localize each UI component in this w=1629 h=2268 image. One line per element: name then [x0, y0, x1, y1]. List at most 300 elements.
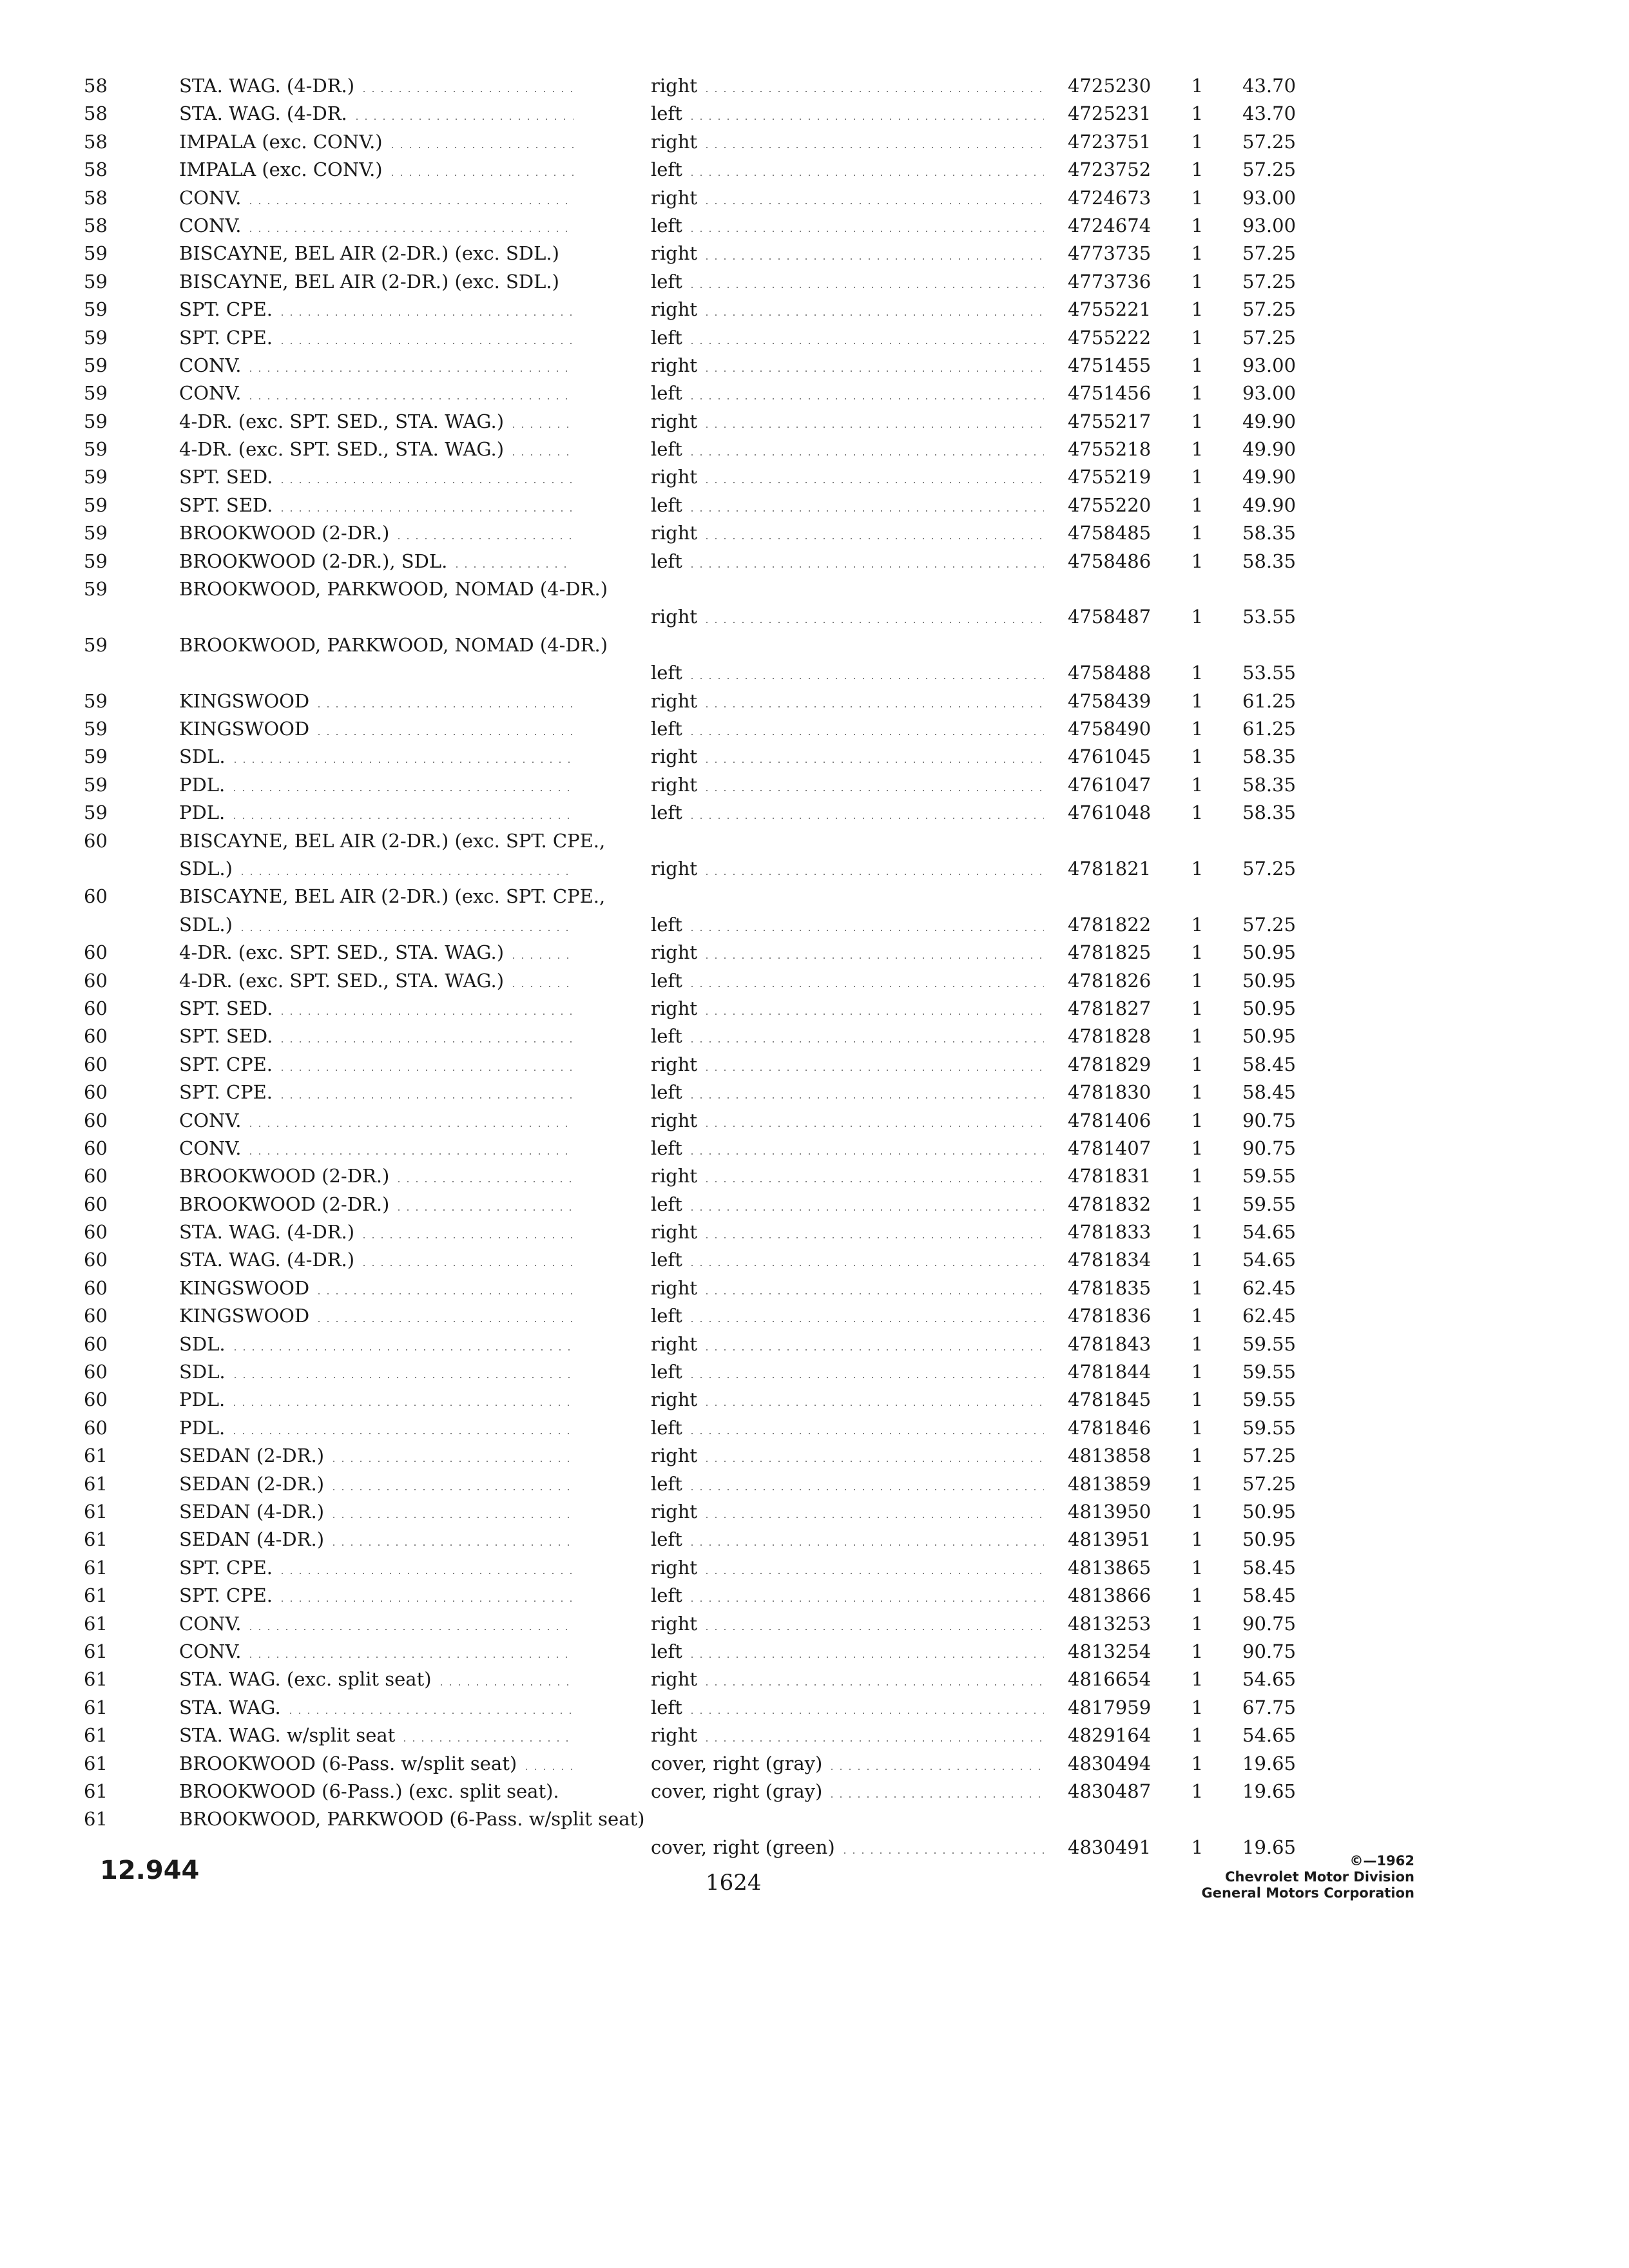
- price-cell: 58.35: [1242, 802, 1296, 824]
- dot-leader: [688, 1544, 1044, 1546]
- dot-leader: [246, 1126, 574, 1127]
- price-cell: 43.70: [1242, 75, 1296, 97]
- price-cell: 54.65: [1242, 1249, 1296, 1271]
- model-cell: STA. WAG.: [179, 1696, 281, 1718]
- part-number-cell: 4781846: [1068, 1416, 1152, 1439]
- side-cell: left: [651, 913, 682, 936]
- side-cell: left: [651, 1696, 682, 1718]
- side-cell: left: [651, 550, 682, 572]
- part-number-cell: 4781835: [1068, 1276, 1152, 1299]
- price-cell: 57.25: [1242, 270, 1296, 293]
- quantity-cell: 1: [1191, 354, 1204, 376]
- year-cell: 58: [84, 130, 108, 153]
- dot-leader: [702, 1461, 1044, 1462]
- part-number-cell: 4781822: [1068, 913, 1152, 936]
- part-number-cell: 4725231: [1068, 102, 1152, 125]
- side-cell: right: [651, 745, 698, 768]
- table-row: [84, 519, 1398, 547]
- price-cell: 57.25: [1242, 857, 1296, 879]
- price-cell: 59.55: [1242, 1332, 1296, 1355]
- side-cell: right: [651, 1724, 698, 1747]
- part-number-cell: 4829164: [1068, 1724, 1152, 1747]
- dot-leader: [702, 1237, 1044, 1238]
- model-cell: SPT. SED.: [179, 494, 273, 516]
- dot-leader: [688, 454, 1044, 456]
- dot-leader: [246, 398, 574, 399]
- model-cell: IMPALA (exc. CONV.): [179, 159, 383, 181]
- dot-leader: [688, 1209, 1044, 1211]
- price-cell: 50.95: [1242, 1025, 1296, 1048]
- table-row: [84, 575, 1398, 631]
- table-row: [84, 1638, 1398, 1666]
- price-cell: 49.90: [1242, 410, 1296, 432]
- table-row: [84, 1023, 1398, 1050]
- side-cell: left: [651, 1193, 682, 1215]
- table-row: [84, 1778, 1398, 1805]
- quantity-cell: 1: [1191, 1109, 1204, 1131]
- year-cell: 58: [84, 214, 108, 236]
- year-cell: 60: [84, 1165, 108, 1187]
- dot-leader: [702, 370, 1044, 372]
- side-cell: left: [651, 1305, 682, 1327]
- table-row: [84, 1610, 1398, 1638]
- quantity-cell: 1: [1191, 466, 1204, 488]
- dot-leader: [688, 510, 1044, 512]
- dot-leader: [360, 1237, 574, 1238]
- part-number-cell: 4813866: [1068, 1584, 1152, 1607]
- model-cell: SPT. CPE.: [179, 298, 273, 321]
- table-row: [84, 324, 1398, 352]
- year-cell: 61: [84, 1724, 108, 1747]
- dot-leader: [278, 1041, 574, 1043]
- dot-leader: [360, 91, 574, 92]
- page-number: 1624: [706, 1870, 762, 1896]
- model-cell: IMPALA (exc. CONV.): [179, 130, 383, 153]
- price-cell: 50.95: [1242, 941, 1296, 964]
- quantity-cell: 1: [1191, 214, 1204, 236]
- dot-leader: [688, 398, 1044, 399]
- price-cell: 57.25: [1242, 242, 1296, 265]
- quantity-cell: 1: [1191, 1221, 1204, 1244]
- part-number-cell: 4755217: [1068, 410, 1152, 432]
- part-number-cell: 4781827: [1068, 997, 1152, 1019]
- side-cell: left: [651, 326, 682, 349]
- quantity-cell: 1: [1191, 913, 1204, 936]
- part-number-cell: 4758487: [1068, 606, 1152, 628]
- price-cell: 50.95: [1242, 997, 1296, 1019]
- year-cell: 60: [84, 829, 108, 852]
- dot-leader: [509, 427, 574, 428]
- model-cell: SPT. CPE.: [179, 1584, 273, 1607]
- dot-leader: [702, 1181, 1044, 1182]
- model-cell: SEDAN (2-DR.): [179, 1445, 325, 1467]
- dot-leader: [688, 1433, 1044, 1434]
- copyright-block: [1202, 1853, 1414, 1901]
- side-cell: left: [651, 214, 682, 236]
- year-cell: 59: [84, 326, 108, 349]
- dot-leader: [702, 874, 1044, 875]
- dot-leader: [702, 427, 1044, 428]
- quantity-cell: 1: [1191, 1361, 1204, 1383]
- quantity-cell: 1: [1191, 1724, 1204, 1747]
- table-row: [84, 1191, 1398, 1218]
- part-number-cell: 4813951: [1068, 1528, 1152, 1551]
- side-cell: right: [651, 1500, 698, 1523]
- model-cell: SPT. CPE.: [179, 1053, 273, 1075]
- year-cell: 58: [84, 75, 108, 97]
- dot-leader: [231, 1349, 574, 1350]
- price-cell: 49.90: [1242, 466, 1296, 488]
- part-number-cell: 4723751: [1068, 130, 1152, 153]
- dot-leader: [230, 818, 574, 819]
- model-cell: 4-DR. (exc. SPT. SED., STA. WAG.): [179, 969, 505, 992]
- dot-leader: [702, 1740, 1044, 1742]
- model-cell: SPT. CPE.: [179, 1556, 273, 1579]
- side-cell: left: [651, 270, 682, 293]
- year-cell: 60: [84, 1361, 108, 1383]
- price-cell: 50.95: [1242, 1500, 1296, 1523]
- dot-leader: [702, 203, 1044, 204]
- year-cell: 61: [84, 1668, 108, 1691]
- dot-leader: [509, 454, 574, 456]
- dot-leader: [702, 1070, 1044, 1071]
- dot-leader: [231, 762, 574, 763]
- table-row: [84, 743, 1398, 771]
- model-cell: BROOKWOOD (2-DR.): [179, 522, 390, 544]
- price-cell: 53.55: [1242, 606, 1296, 628]
- side-cell: cover, right (gray): [651, 1752, 823, 1774]
- model-cell: STA. WAG. (4-DR.): [179, 1221, 355, 1244]
- year-cell: 61: [84, 1640, 108, 1662]
- model-cell: BISCAYNE, BEL AIR (2-DR.) (exc. SPT. CPE., SDL.): [179, 829, 606, 879]
- part-number-cell: 4781406: [1068, 1109, 1152, 1131]
- dot-leader: [329, 1461, 574, 1462]
- table-row: [84, 687, 1398, 715]
- model-cell: STA. WAG. (exc. split seat): [179, 1668, 432, 1691]
- side-cell: right: [651, 773, 698, 796]
- dot-leader: [388, 175, 574, 176]
- dot-leader: [230, 790, 574, 791]
- year-cell: 61: [84, 1752, 108, 1774]
- table-row: [84, 995, 1398, 1023]
- part-number-cell: 4755222: [1068, 326, 1152, 349]
- quantity-cell: 1: [1191, 1276, 1204, 1299]
- model-cell: CONV.: [179, 1640, 242, 1662]
- side-cell: left: [651, 1584, 682, 1607]
- part-number-cell: 4773735: [1068, 242, 1152, 265]
- price-cell: 58.45: [1242, 1556, 1296, 1579]
- year-cell: 59: [84, 494, 108, 516]
- dot-leader: [246, 203, 574, 204]
- price-cell: 61.25: [1242, 689, 1296, 712]
- dot-leader: [688, 1489, 1044, 1490]
- table-row: [84, 827, 1398, 883]
- year-cell: 61: [84, 1445, 108, 1467]
- part-number-cell: 4781407: [1068, 1137, 1152, 1159]
- table-row: [84, 436, 1398, 463]
- dot-leader: [688, 343, 1044, 344]
- year-cell: 61: [84, 1808, 108, 1831]
- quantity-cell: 1: [1191, 1752, 1204, 1774]
- price-cell: 93.00: [1242, 214, 1296, 236]
- side-cell: right: [651, 941, 698, 964]
- table-row: [84, 1694, 1398, 1722]
- model-cell: KINGSWOOD: [179, 1305, 310, 1327]
- part-number-cell: 4830494: [1068, 1752, 1152, 1774]
- dot-leader: [688, 986, 1044, 987]
- dot-leader: [702, 482, 1044, 483]
- model-cell: SDL.: [179, 745, 226, 768]
- dot-leader: [394, 1181, 574, 1182]
- side-cell: right: [651, 1445, 698, 1467]
- quantity-cell: 1: [1191, 1025, 1204, 1048]
- price-cell: 50.95: [1242, 1528, 1296, 1551]
- dot-leader: [388, 147, 574, 148]
- quantity-cell: 1: [1191, 1528, 1204, 1551]
- part-number-cell: 4813858: [1068, 1445, 1152, 1467]
- dot-leader: [238, 930, 574, 931]
- table-row: [84, 1498, 1398, 1526]
- price-cell: 43.70: [1242, 102, 1296, 125]
- year-cell: 60: [84, 1137, 108, 1159]
- price-cell: 49.90: [1242, 494, 1296, 516]
- page-footer: [100, 1853, 1414, 1920]
- year-cell: 61: [84, 1500, 108, 1523]
- side-cell: cover, right (gray): [651, 1780, 823, 1802]
- dot-leader: [246, 1153, 574, 1155]
- dot-leader: [702, 1014, 1044, 1015]
- model-cell: SPT. SED.: [179, 997, 273, 1019]
- quantity-cell: 1: [1191, 186, 1204, 209]
- year-cell: 59: [84, 689, 108, 712]
- side-cell: left: [651, 1528, 682, 1551]
- dot-leader: [688, 734, 1044, 735]
- part-number-cell: 4813865: [1068, 1556, 1152, 1579]
- dot-leader: [400, 1740, 574, 1742]
- price-cell: 57.25: [1242, 326, 1296, 349]
- side-cell: right: [651, 1109, 698, 1131]
- copyright-division: Chevrolet Motor Division: [1225, 1869, 1414, 1885]
- model-cell: BROOKWOOD (6-Pass. w/split seat): [179, 1752, 517, 1774]
- dot-leader: [688, 1041, 1044, 1043]
- section-number: 12.944: [100, 1856, 200, 1885]
- dot-leader: [278, 1097, 574, 1099]
- quantity-cell: 1: [1191, 689, 1204, 712]
- dot-leader: [688, 1713, 1044, 1714]
- side-cell: left: [651, 382, 682, 405]
- price-cell: 58.35: [1242, 522, 1296, 544]
- year-cell: 60: [84, 885, 108, 908]
- quantity-cell: 1: [1191, 270, 1204, 293]
- dot-leader: [688, 1153, 1044, 1155]
- model-cell: STA. WAG. (4-DR.): [179, 1249, 355, 1271]
- quantity-cell: 1: [1191, 550, 1204, 572]
- dot-leader: [702, 1573, 1044, 1574]
- dot-leader: [246, 1657, 574, 1658]
- side-cell: left: [651, 1361, 682, 1383]
- dot-leader: [702, 762, 1044, 763]
- year-cell: 59: [84, 802, 108, 824]
- table-row: [84, 1554, 1398, 1582]
- table-row: [84, 156, 1398, 184]
- year-cell: 60: [84, 1109, 108, 1131]
- year-cell: 60: [84, 1305, 108, 1327]
- dot-leader: [688, 1265, 1044, 1266]
- model-cell: SPT. SED.: [179, 1025, 273, 1048]
- quantity-cell: 1: [1191, 1445, 1204, 1467]
- side-cell: right: [651, 606, 698, 628]
- quantity-cell: 1: [1191, 997, 1204, 1019]
- side-cell: right: [651, 298, 698, 321]
- dot-leader: [702, 706, 1044, 707]
- dot-leader: [688, 287, 1044, 288]
- price-cell: 19.65: [1242, 1836, 1296, 1858]
- table-row: [84, 1218, 1398, 1246]
- model-cell: 4-DR. (exc. SPT. SED., STA. WAG.): [179, 941, 505, 964]
- side-cell: left: [651, 1137, 682, 1159]
- price-cell: 19.65: [1242, 1752, 1296, 1774]
- table-row: [84, 1386, 1398, 1414]
- table-row: [84, 72, 1398, 100]
- quantity-cell: 1: [1191, 857, 1204, 879]
- quantity-cell: 1: [1191, 159, 1204, 181]
- part-number-cell: 4761045: [1068, 745, 1152, 768]
- dot-leader: [278, 482, 574, 483]
- side-cell: right: [651, 997, 698, 1019]
- dot-leader: [231, 1377, 574, 1378]
- price-cell: 58.45: [1242, 1081, 1296, 1104]
- side-cell: left: [651, 1416, 682, 1439]
- quantity-cell: 1: [1191, 494, 1204, 516]
- price-cell: 59.55: [1242, 1389, 1296, 1411]
- model-cell: BROOKWOOD, PARKWOOD, NOMAD (4-DR.): [179, 578, 608, 601]
- table-row: [84, 631, 1398, 687]
- part-number-cell: 4781825: [1068, 941, 1152, 964]
- year-cell: 59: [84, 745, 108, 768]
- dot-leader: [246, 1629, 574, 1630]
- model-cell: BISCAYNE, BEL AIR (2-DR.) (exc. SPT. CPE., SDL.): [179, 885, 606, 936]
- price-cell: 57.25: [1242, 913, 1296, 936]
- year-cell: 60: [84, 1193, 108, 1215]
- year-cell: 59: [84, 242, 108, 265]
- dot-leader: [702, 1126, 1044, 1127]
- dot-leader: [702, 258, 1044, 260]
- model-cell: CONV.: [179, 1137, 242, 1159]
- side-cell: left: [651, 1249, 682, 1271]
- side-cell: right: [651, 689, 698, 712]
- model-cell: BROOKWOOD (2-DR.): [179, 1193, 390, 1215]
- year-cell: 61: [84, 1556, 108, 1579]
- model-cell: BROOKWOOD (6-Pass.) (exc. split seat).: [179, 1780, 559, 1802]
- side-cell: left: [651, 494, 682, 516]
- dot-leader: [329, 1489, 574, 1490]
- part-number-cell: 4781830: [1068, 1081, 1152, 1104]
- dot-leader: [509, 986, 574, 987]
- dot-leader: [827, 1769, 1044, 1770]
- part-number-cell: 4817959: [1068, 1696, 1152, 1718]
- side-cell: right: [651, 1332, 698, 1355]
- part-number-cell: 4813950: [1068, 1500, 1152, 1523]
- model-cell: SDL.: [179, 1361, 226, 1383]
- side-cell: right: [651, 1668, 698, 1691]
- quantity-cell: 1: [1191, 242, 1204, 265]
- quantity-cell: 1: [1191, 1640, 1204, 1662]
- side-cell: right: [651, 354, 698, 376]
- price-cell: 57.25: [1242, 298, 1296, 321]
- dot-leader: [840, 1852, 1044, 1854]
- quantity-cell: 1: [1191, 382, 1204, 405]
- quantity-cell: 1: [1191, 1416, 1204, 1439]
- side-cell: right: [651, 1612, 698, 1635]
- year-cell: 60: [84, 941, 108, 964]
- side-cell: left: [651, 718, 682, 740]
- model-cell: BISCAYNE, BEL AIR (2-DR.) (exc. SDL.): [179, 270, 559, 293]
- quantity-cell: 1: [1191, 1696, 1204, 1718]
- dot-leader: [246, 231, 574, 232]
- side-cell: left: [651, 159, 682, 181]
- quantity-cell: 1: [1191, 969, 1204, 992]
- price-cell: 57.25: [1242, 1472, 1296, 1495]
- quantity-cell: 1: [1191, 102, 1204, 125]
- year-cell: 61: [84, 1584, 108, 1607]
- model-cell: CONV.: [179, 382, 242, 405]
- part-number-cell: 4781833: [1068, 1221, 1152, 1244]
- side-cell: right: [651, 1556, 698, 1579]
- table-row: [84, 715, 1398, 743]
- quantity-cell: 1: [1191, 1193, 1204, 1215]
- year-cell: 58: [84, 159, 108, 181]
- model-cell: CONV.: [179, 1109, 242, 1131]
- dot-leader: [437, 1684, 574, 1686]
- table-row: [84, 1414, 1398, 1442]
- quantity-cell: 1: [1191, 718, 1204, 740]
- price-cell: 93.00: [1242, 354, 1296, 376]
- quantity-cell: 1: [1191, 1053, 1204, 1075]
- part-number-cell: 4813253: [1068, 1612, 1152, 1635]
- side-cell: left: [651, 438, 682, 461]
- dot-leader: [688, 1657, 1044, 1658]
- side-cell: left: [651, 802, 682, 824]
- model-cell: STA. WAG. (4-DR.: [179, 102, 347, 125]
- year-cell: 59: [84, 522, 108, 544]
- table-row: [84, 1582, 1398, 1610]
- part-number-cell: 4758488: [1068, 662, 1152, 684]
- dot-leader: [688, 678, 1044, 679]
- dot-leader: [702, 790, 1044, 791]
- side-cell: right: [651, 1389, 698, 1411]
- year-cell: 60: [84, 969, 108, 992]
- side-cell: right: [651, 1276, 698, 1299]
- side-cell: right: [651, 75, 698, 97]
- year-cell: 60: [84, 1081, 108, 1104]
- table-row: [84, 1107, 1398, 1135]
- price-cell: 58.35: [1242, 745, 1296, 768]
- dot-leader: [688, 1097, 1044, 1099]
- dot-leader: [688, 1600, 1044, 1602]
- price-cell: 58.45: [1242, 1584, 1296, 1607]
- model-cell: STA. WAG. (4-DR.): [179, 75, 355, 97]
- dot-leader: [394, 538, 574, 539]
- year-cell: 59: [84, 718, 108, 740]
- model-cell: STA. WAG. w/split seat: [179, 1724, 396, 1747]
- price-cell: 57.25: [1242, 130, 1296, 153]
- part-number-cell: 4813254: [1068, 1640, 1152, 1662]
- dot-leader: [702, 1629, 1044, 1630]
- year-cell: 59: [84, 298, 108, 321]
- year-cell: 61: [84, 1780, 108, 1802]
- table-row: [84, 184, 1398, 212]
- copyright-corporation: General Motors Corporation: [1201, 1885, 1414, 1901]
